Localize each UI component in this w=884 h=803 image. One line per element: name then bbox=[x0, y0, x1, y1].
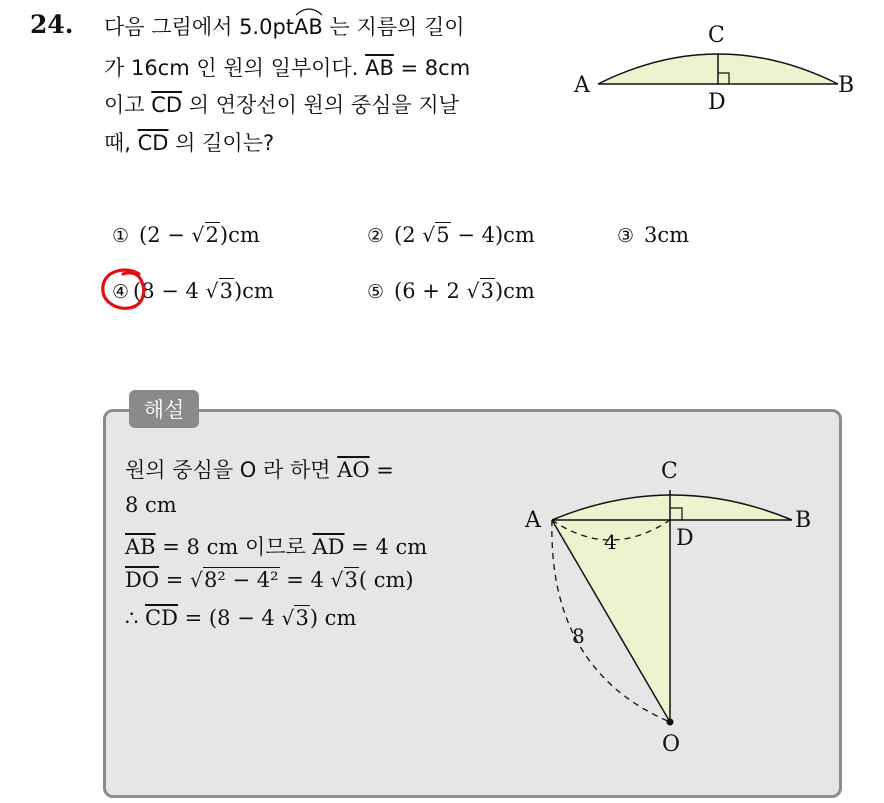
segment-do: $\overline{DO}$ bbox=[125, 568, 160, 592]
sqrt: √ 3 bbox=[205, 279, 233, 303]
choice-number: ② bbox=[367, 225, 385, 247]
solution-text: 원의 중심을 O 라 하면 bbox=[125, 458, 338, 482]
label-d: D bbox=[708, 90, 726, 115]
sqrt: √ 8² − 4² bbox=[190, 568, 279, 592]
solution-line-4 bbox=[125, 568, 414, 592]
choice-number: ④ bbox=[112, 281, 130, 303]
label-b: B bbox=[795, 508, 812, 533]
choice-5[interactable] bbox=[367, 279, 535, 303]
solution-text: = 4 bbox=[279, 568, 331, 592]
arc-ab-label bbox=[294, 12, 323, 42]
question-number: 24. bbox=[30, 10, 74, 39]
segment-cd: $\overline{CD}$ bbox=[137, 131, 169, 155]
choice-text: (2 bbox=[394, 223, 423, 247]
segment-cd: $\overline{CD}$ bbox=[145, 606, 178, 630]
choice-text: − 4)cm bbox=[450, 223, 535, 247]
segment-cd: $\overline{CD}$ bbox=[151, 93, 183, 117]
sqrt: √ 3 bbox=[281, 606, 309, 630]
question-text: 때, bbox=[104, 131, 138, 155]
solution-text: 8 cm bbox=[125, 493, 177, 517]
segment-ab: $\overline{AB}$ bbox=[365, 56, 394, 80]
solution-line-3 bbox=[125, 531, 427, 561]
radicand: 5 bbox=[436, 223, 450, 247]
choice-text: 3cm bbox=[644, 223, 690, 247]
solution-tag: 해설 bbox=[129, 390, 199, 428]
solution-text: = (8 − 4 bbox=[177, 606, 282, 630]
label-a: A bbox=[525, 508, 541, 533]
label-c: C bbox=[708, 23, 725, 48]
radicand: 8² − 4² bbox=[204, 568, 279, 592]
choice-number: ⑤ bbox=[367, 281, 385, 303]
segment-ao: $\overline{AO}$ bbox=[337, 458, 370, 482]
choice-text: )cm bbox=[233, 279, 274, 303]
sqrt: √ 2 bbox=[191, 223, 219, 247]
solution-text: = 8 cm 이므로 bbox=[155, 535, 313, 559]
solution-line-2 bbox=[125, 493, 177, 517]
sqrt: √ 3 bbox=[466, 279, 494, 303]
question-line-3 bbox=[104, 90, 459, 120]
question-text: 의 길이는? bbox=[168, 131, 275, 155]
question-text: 가 16cm 인 원의 일부이다. bbox=[104, 56, 366, 80]
choice-1[interactable] bbox=[112, 223, 260, 247]
question-line-1 bbox=[104, 12, 465, 42]
label-b: B bbox=[838, 73, 855, 98]
label-o: O bbox=[662, 732, 681, 757]
choice-text: (6 + 2 bbox=[394, 279, 467, 303]
segment-ad: $\overline{AD}$ bbox=[312, 535, 345, 559]
segment-ab: $\overline{AB}$ bbox=[125, 535, 156, 559]
solution-text: ( cm) bbox=[358, 568, 414, 592]
length-8-label: 8 bbox=[572, 624, 585, 648]
question-text: 는 지름의 길이 bbox=[322, 15, 465, 39]
radicand: 3 bbox=[295, 606, 309, 630]
solution-line-1 bbox=[125, 454, 394, 484]
choice-text: )cm bbox=[219, 223, 260, 247]
sqrt: √ 5 bbox=[422, 223, 450, 247]
solution-text: ) cm bbox=[309, 606, 357, 630]
radicand: 3 bbox=[480, 279, 494, 303]
question-line-4 bbox=[104, 128, 274, 158]
solution-line-5 bbox=[125, 606, 356, 630]
choice-text: (8 − 4 bbox=[133, 279, 206, 303]
choice-text: (2 − bbox=[139, 223, 192, 247]
label-a: A bbox=[574, 73, 590, 98]
solution-text: = bbox=[159, 568, 191, 592]
choice-text: )cm bbox=[494, 279, 535, 303]
question-text: 이고 bbox=[104, 93, 152, 117]
therefore-symbol: ∴ bbox=[125, 606, 146, 630]
question-text: = 8cm bbox=[393, 56, 471, 80]
choice-number: ③ bbox=[617, 225, 635, 247]
question-text: 의 연장선이 원의 중심을 지날 bbox=[182, 93, 459, 117]
question-text: 다음 그림에서 5.0pt bbox=[104, 15, 295, 39]
figure-solution bbox=[520, 470, 820, 760]
solution-text: = 4 cm bbox=[344, 535, 428, 559]
choice-number: ① bbox=[112, 225, 130, 247]
arc-mark-icon bbox=[294, 4, 324, 16]
arc-ab-text: AB bbox=[294, 15, 323, 39]
radicand: 2 bbox=[205, 223, 219, 247]
answer-circle-mark bbox=[99, 266, 151, 314]
choice-3[interactable] bbox=[617, 223, 689, 247]
label-d: D bbox=[676, 526, 694, 551]
radicand: 3 bbox=[219, 279, 233, 303]
label-c: C bbox=[661, 459, 678, 484]
length-4-label: 4 bbox=[604, 530, 617, 554]
sqrt: √ 3 bbox=[330, 568, 358, 592]
radicand: 3 bbox=[344, 568, 358, 592]
solution-text: = bbox=[369, 458, 394, 482]
question-line-2 bbox=[104, 53, 470, 83]
choice-2[interactable] bbox=[367, 223, 535, 247]
